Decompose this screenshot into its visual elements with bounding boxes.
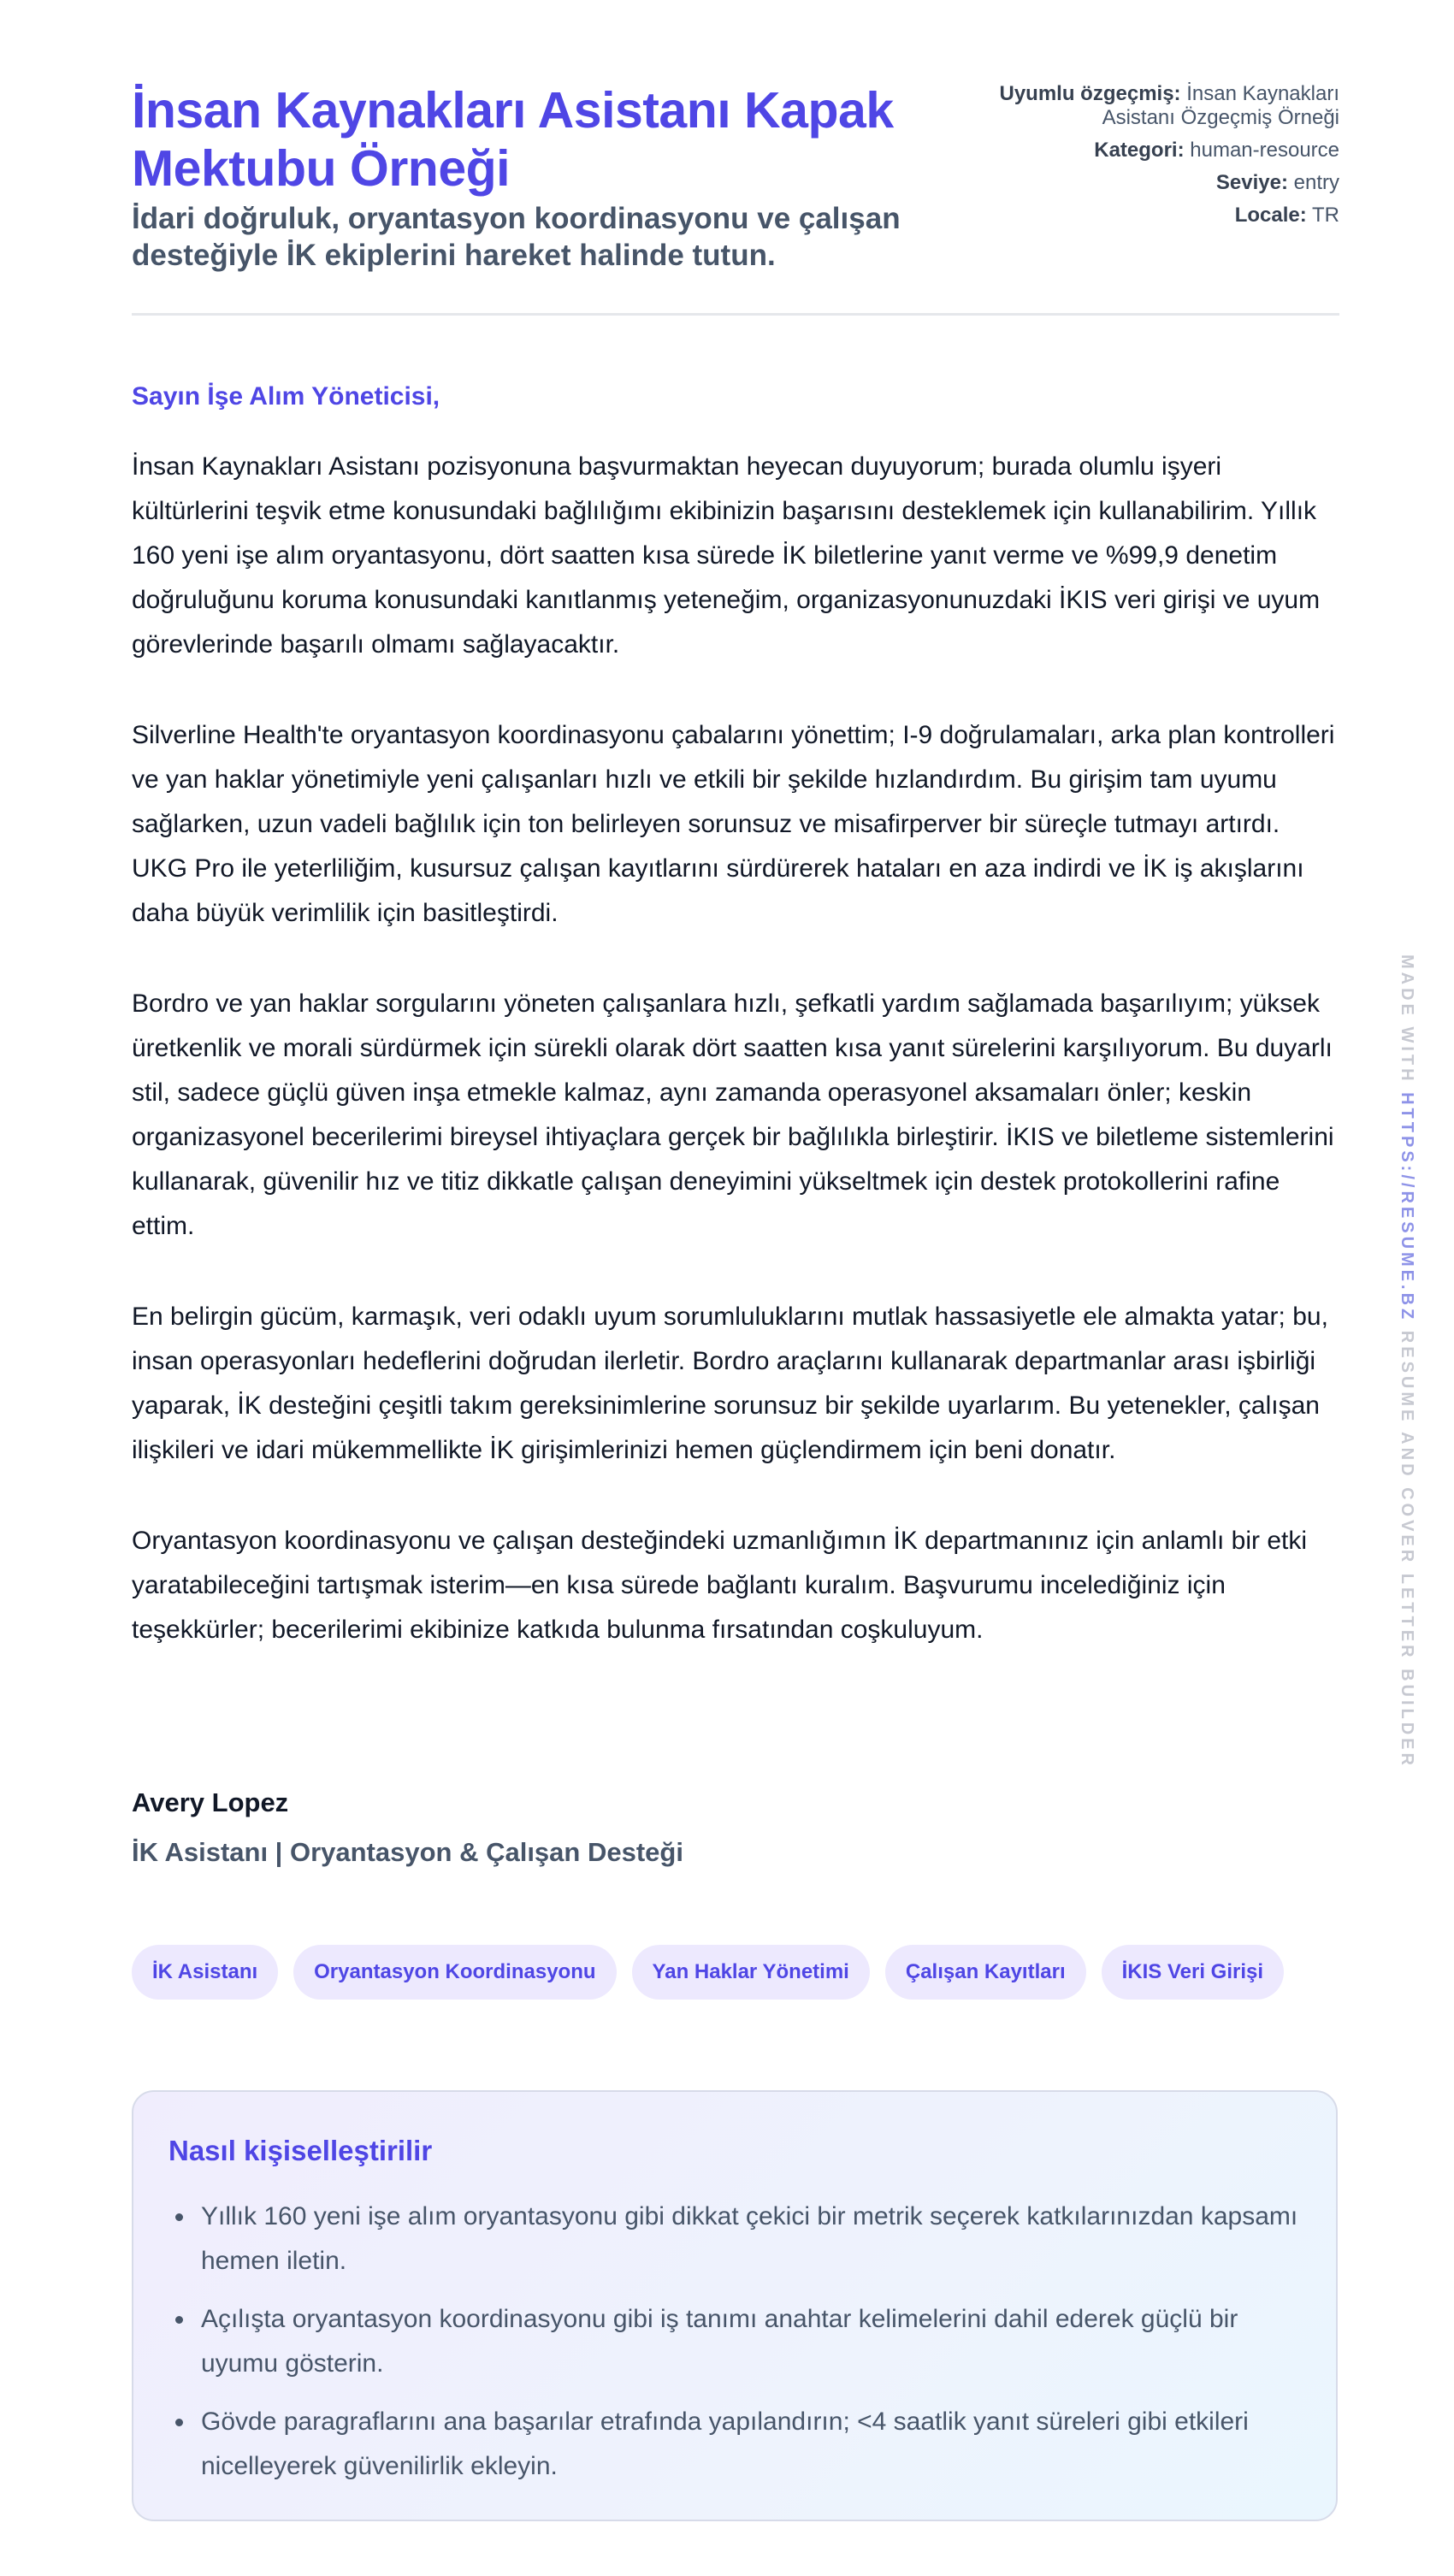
header-divider [132, 313, 1339, 316]
meta-compatible-resume [980, 82, 1339, 130]
skill-tags [132, 1945, 1284, 2000]
meta-value: human-resource [1190, 139, 1339, 162]
meta-label: Uyumlu özgeçmiş: [999, 82, 1181, 105]
tip-item: Açılışta oryantasyon koordinasyonu gibi iş tanımı anahtar kelimelerini dahil ederek güçlü bir uyumu gösterin. [201, 2297, 1313, 2386]
watermark-suffix: RESUME AND COVER LETTER BUILDER [1398, 1330, 1416, 1769]
meta-label: Seviye: [1215, 171, 1288, 194]
letter-body [132, 445, 1339, 1699]
tip-item: Gövde paragraflarını ana başarılar etrafında yapılandırın; <4 saatlik yanıt süreleri gibi etkileri nicelleyerek güvenilirlik ekleyin. [201, 2400, 1313, 2489]
watermark-link[interactable]: HTTPS://RESUME.BZ [1398, 1092, 1416, 1323]
tips-title: Nasıl kişiselleştirilir [168, 2135, 433, 2166]
meta-category [980, 139, 1339, 162]
letter-paragraph: Bordro ve yan haklar sorgularını yöneten çalışanlara hızlı, şefkatli yardım sağlamada başarılıyım; yüksek üretkenlik ve morali sürdürmek için sürekli olarak dört saatten kısa yanıt sürelerini karşılıyorum. Bu duyarlı stil, sadece güçlü güven inşa etmekle kalmaz, aynı zamanda operasyonel aksamaları önler; keskin organizasyonel becerilerimi bireysel ihtiyaçlara gerçek bir bağlılıkla birleştirir. İKIS ve biletleme sistemlerini kullanarak, güvenilir hız ve titiz dikkatle çalışan deneyimini yükseltmek için destek protokollerini rafine ettim. [132, 990, 1334, 1240]
skill-tag: Çalışan Kayıtları [885, 1945, 1086, 2000]
signature-role: İK Asistanı | Oryantasyon & Çalışan Desteği [132, 1837, 683, 1867]
header [132, 0, 1339, 316]
letter-paragraph: En belirgin gücüm, karmaşık, veri odaklı uyum sorumluluklarını mutlak hassasiyetle ele almakta yatar; bu, insan operasyonları hedeflerini doğrudan ilerletir. Bordro araçlarını kullanarak departmanlar arası işbirliği yaparak, İK desteğini çeşitli takım gereksinimlerine sorunsuz bir şekilde uyarlarım. Bu yetenekler, çalışan ilişkileri ve idari mükemmellikte İK girişimlerinizi hemen güçlendirmem için beni donatır. [132, 1303, 1328, 1464]
personalization-tips-card [132, 2090, 1338, 2521]
signature-name: Avery Lopez [132, 1787, 289, 1817]
letter-paragraph: İnsan Kaynakları Asistanı pozisyonuna başvurmaktan heyecan duyuyorum; burada olumlu işyeri kültürlerini teşvik etme konusundaki bağlılığımı ekibinizin başarısını desteklemek için kullanabilirim. Yıllık 160 yeni işe alım oryantasyonu, dört saatten kısa sürede İK biletlerine yanıt verme ve %99,9 denetim doğruluğunu koruma konusundaki kanıtlanmış yeteneğim, organizasyonunuzdaki İKIS veri girişi ve uyum görevlerinde başarılı olmamı sağlayacaktır. [132, 452, 1321, 659]
skill-tag: Oryantasyon Koordinasyonu [293, 1945, 616, 2000]
letter-paragraph: Silverline Health'te oryantasyon koordinasyonu çabalarını yönettim; I-9 doğrulamaları, arka plan kontrolleri ve yan haklar yönetimiyle yeni çalışanları hızlı ve etkili bir şekilde hızlandırdım. Bu girişim tam uyumu sağlarken, uzun vadeli bağlılık için ton belirleyen sorunsuz ve misafirperver bir süreçle tutmayı artırdı. UKG Pro ile yeterliliğim, kusursuz çalışan kayıtlarını sürdürerek hataları en aza indirdi ve İK iş akışlarını daha büyük verimlilik için basitleştirdi. [132, 721, 1335, 927]
meta-label: Locale: [1234, 204, 1307, 227]
page-title: İnsan Kaynakları Asistanı Kapak Mektubu Örneği [132, 82, 894, 197]
cover-letter-page [132, 0, 1339, 2480]
meta-locale [980, 204, 1339, 227]
skill-tag: İK Asistanı [132, 1945, 278, 2000]
meta-value: İnsan Kaynakları Asistanı Özgeçmiş Örneği [1102, 82, 1339, 129]
meta-value: entry [1293, 171, 1339, 194]
meta-value: TR [1312, 204, 1339, 227]
tips-list [168, 2195, 1313, 2502]
meta-panel [980, 82, 1339, 236]
made-with-watermark [1394, 954, 1420, 1769]
meta-label: Kategori: [1094, 139, 1185, 162]
page-subtitle: İdari doğruluk, oryantasyon koordinasyonu ve çalışan desteğiyle İK ekiplerini hareket halinde tutun. [132, 202, 901, 272]
watermark-prefix: MADE WITH [1398, 954, 1416, 1084]
skill-tag: Yan Haklar Yönetimi [632, 1945, 870, 2000]
salutation: Sayın İşe Alım Yöneticisi, [132, 382, 440, 411]
meta-level [980, 171, 1339, 195]
tip-item: Yıllık 160 yeni işe alım oryantasyonu gibi dikkat çekici bir metrik seçerek katkılarınızdan kapsamı hemen iletin. [201, 2195, 1313, 2284]
skill-tag: İKIS Veri Girişi [1102, 1945, 1284, 2000]
letter-paragraph: Oryantasyon koordinasyonu ve çalışan desteğindeki uzmanlığımın İK departmanınız için anlamlı bir etki yaratabileceğini tartışmak isterim—en kısa sürede bağlantı kuralım. Başvurumu incelediğiniz için teşekkürler; becerilerimi ekibinize katkıda bulunma fırsatından coşkuluyum. [132, 1527, 1308, 1644]
